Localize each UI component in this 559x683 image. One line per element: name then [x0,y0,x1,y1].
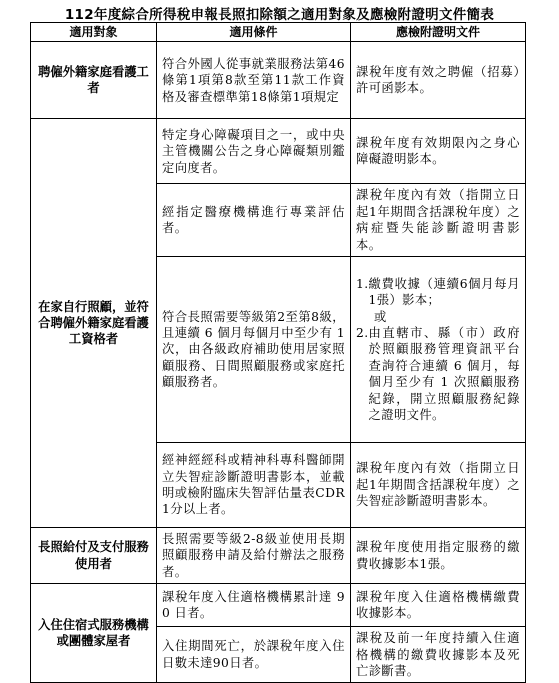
documents-cell: 課稅年度內有效（指開立日起1年期間含括課稅年度）之失智症診斷證明書影本。 [351,443,526,528]
header-documents: 應檢附證明文件 [351,23,526,42]
header-condition: 適用條件 [157,23,351,42]
documents-cell: 課稅年度使用指定服務的繳費收據影本1張。 [351,528,526,584]
table-row [31,119,526,184]
list-item [356,325,520,423]
documents-list-cell [351,257,526,443]
condition-cell: 課稅年度入住適格機構累計達 90 日者。 [157,584,351,627]
list-item [356,276,520,309]
table-row [31,528,526,584]
subject-cell: 長照給付及支付服務使用者 [31,528,157,584]
table-header-row [31,23,526,42]
condition-cell: 經指定醫療機構進行專業評估者。 [157,184,351,257]
or-label: 或 [374,309,387,324]
subject-cell: 入住住宿式服務機構或團體家屋者 [31,584,157,683]
condition-cell: 符合外國人從事就業服務法第46條第1項第8款至第11款工作資格及審查標準第18條第1項規定 [157,42,351,119]
list-text: 繳費收據（連續6個月每月1張）影本； [368,276,520,308]
condition-cell: 入住期間死亡，於課稅年度入住日數未達90日者。 [157,627,351,683]
condition-cell: 長照需要等級2-8級並使用長期照顧服務申請及給付辦法之服務者。 [157,528,351,584]
table-row [31,584,526,627]
documents-cell: 課稅年度入住適格機構繳費收據影本。 [351,584,526,627]
header-subject: 適用對象 [31,23,157,42]
condition-cell: 符合長照需要等級第2至第8級，且連續 6 個月每個月中至少有 1 次，由各級政府補助使用居家照顧服務、日間照顧服務或家庭托顧服務者。 [157,257,351,443]
documents-cell: 課稅年度內有效（指開立日起1年期間含括課稅年度）之病症暨失能診斷證明書影本。 [351,184,526,257]
subject-cell: 在家自行照顧，並符合聘僱外籍家庭看護工資格者 [31,119,157,528]
list-number: 2. [356,325,369,340]
page-title: 112年度綜合所得稅申報長照扣除額之適用對象及應檢附證明文件簡表 [64,7,495,23]
documents-cell: 課稅年度有效之聘僱（招募）許可函影本。 [351,42,526,119]
eligibility-table [30,22,526,683]
list-number: 1. [356,276,369,291]
documents-cell: 課稅年度有效期限內之身心障礙證明影本。 [351,119,526,184]
list-text: 由直轄市、縣（市）政府於照顧服務管理資訊平台查詢符合連續 6 個月，每個月至少有 1 次照顧服務紀錄，開立照顧服務紀錄之證明文件。 [368,325,520,422]
subject-cell: 聘僱外籍家庭看護工者 [31,42,157,119]
table-row [31,42,526,119]
documents-cell: 課稅及前一年度持續入住適格機構的繳費收據影本及死亡診斷書。 [351,627,526,683]
condition-cell: 經神經經科或精神科專科醫師開立失智症診斷證明書影本，並載明或檢附臨床失智評估量表CDR1分以上者。 [157,443,351,528]
condition-cell: 特定身心障礙項目之一，或中央主管機關公告之身心障礙類別鑑定向度者。 [157,119,351,184]
